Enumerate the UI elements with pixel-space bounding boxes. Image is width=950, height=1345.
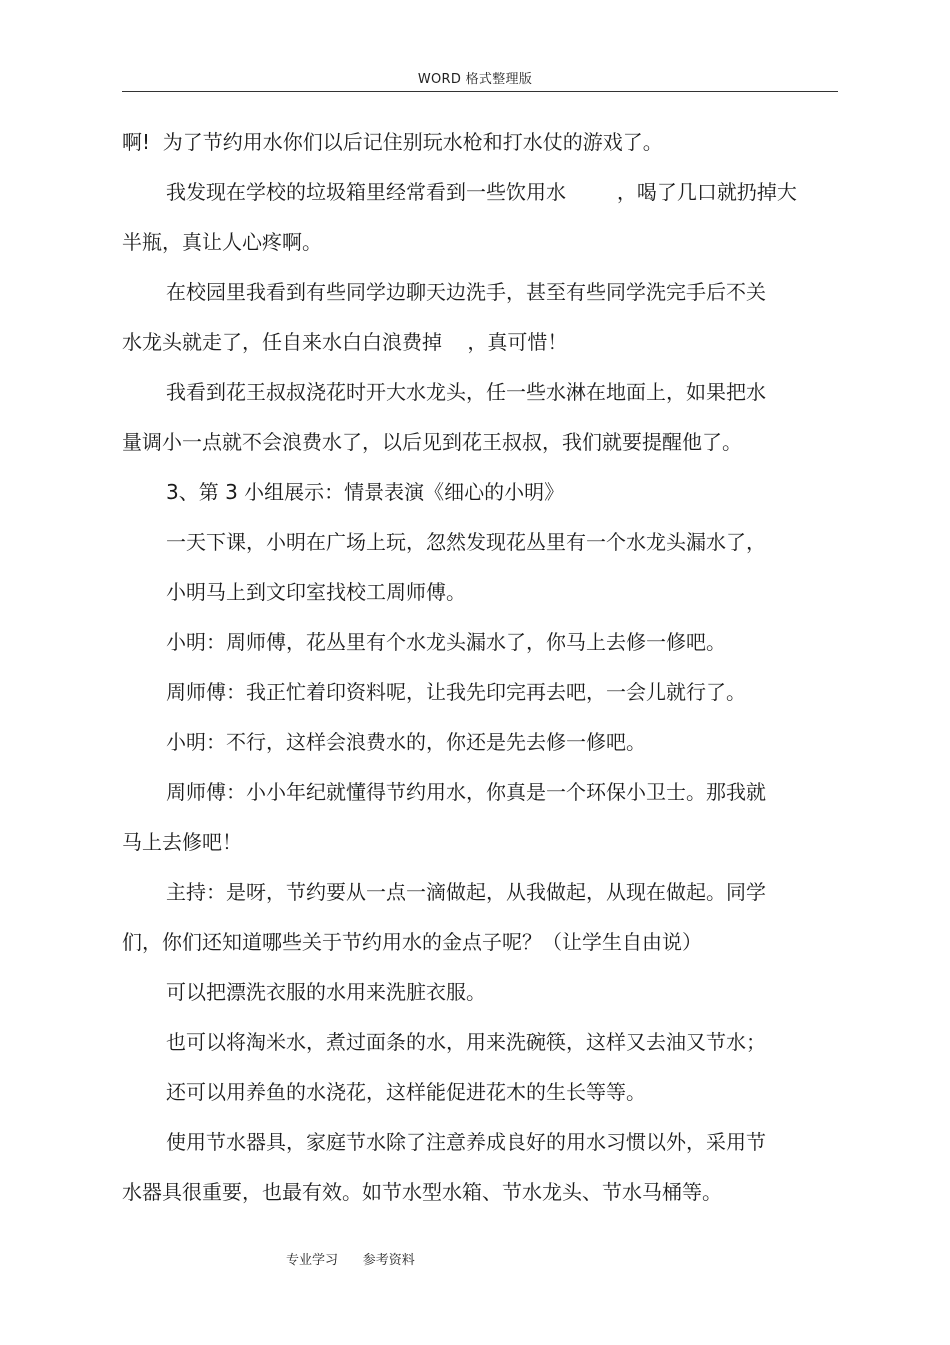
- section-heading: 3、第 3 小组展示：情景表演《细心的小明》: [166, 480, 565, 504]
- paragraph-line: 还可以用养鱼的水浇花，这样能促进花木的生长等等。: [166, 1080, 646, 1104]
- dialogue-line: 小明：周师傅，花丛里有个水龙头漏水了，你马上去修一修吧。: [166, 630, 726, 654]
- paragraph-line: 也可以将淘米水，煮过面条的水，用来洗碗筷，这样又去油又节水；: [166, 1030, 766, 1054]
- paragraph-line: 使用节水器具，家庭节水除了注意养成良好的用水习惯以外，采用节: [166, 1130, 766, 1154]
- dialogue-line: 周师傅：小小年纪就懂得节约用水，你真是一个环保小卫士。那我就: [166, 780, 766, 804]
- paragraph-line: 我发现在学校的垃圾箱里经常看到一些饮用水 ，喝了几口就扔掉大: [166, 180, 797, 204]
- paragraph-line: 半瓶，真让人心疼啊。: [122, 230, 322, 254]
- paragraph-line: 一天下课，小明在广场上玩，忽然发现花丛里有一个水龙头漏水了，: [166, 530, 766, 554]
- dialogue-line: 周师傅：我正忙着印资料呢，让我先印完再去吧，一会儿就行了。: [166, 680, 746, 704]
- paragraph-line: 水龙头就走了，任自来水白白浪费掉 ，真可惜！: [122, 330, 568, 354]
- paragraph-line: 可以把漂洗衣服的水用来洗脏衣服。: [166, 980, 486, 1004]
- paragraph-line: 我看到花王叔叔浇花时开大水龙头，任一些水淋在地面上，如果把水: [166, 380, 766, 404]
- dialogue-line: 小明：不行，这样会浪费水的，你还是先去修一修吧。: [166, 730, 646, 754]
- page-footer: 专业学习 参考资料: [286, 1253, 415, 1268]
- page-header: WORD 格式整理版: [417, 72, 533, 87]
- paragraph-line: 量调小一点就不会浪费水了，以后见到花王叔叔，我们就要提醒他了。: [122, 430, 742, 454]
- paragraph-line: 啊! 为了节约用水你们以后记住别玩水枪和打水仗的游戏了。: [122, 130, 663, 154]
- paragraph-line: 主持：是呀，节约要从一点一滴做起，从我做起，从现在做起。同学: [166, 880, 766, 904]
- paragraph-line: 在校园里我看到有些同学边聊天边洗手，甚至有些同学洗完手后不关: [166, 280, 766, 304]
- dialogue-line: 马上去修吧！: [122, 830, 242, 854]
- paragraph-line: 们，你们还知道哪些关于节约用水的金点子呢？（让学生自由说）: [122, 930, 702, 954]
- paragraph-line: 小明马上到文印室找校工周师傅。: [166, 580, 466, 604]
- paragraph-line: 水器具很重要，也最有效。如节水型水箱、节水龙头、节水马桶等。: [122, 1180, 722, 1204]
